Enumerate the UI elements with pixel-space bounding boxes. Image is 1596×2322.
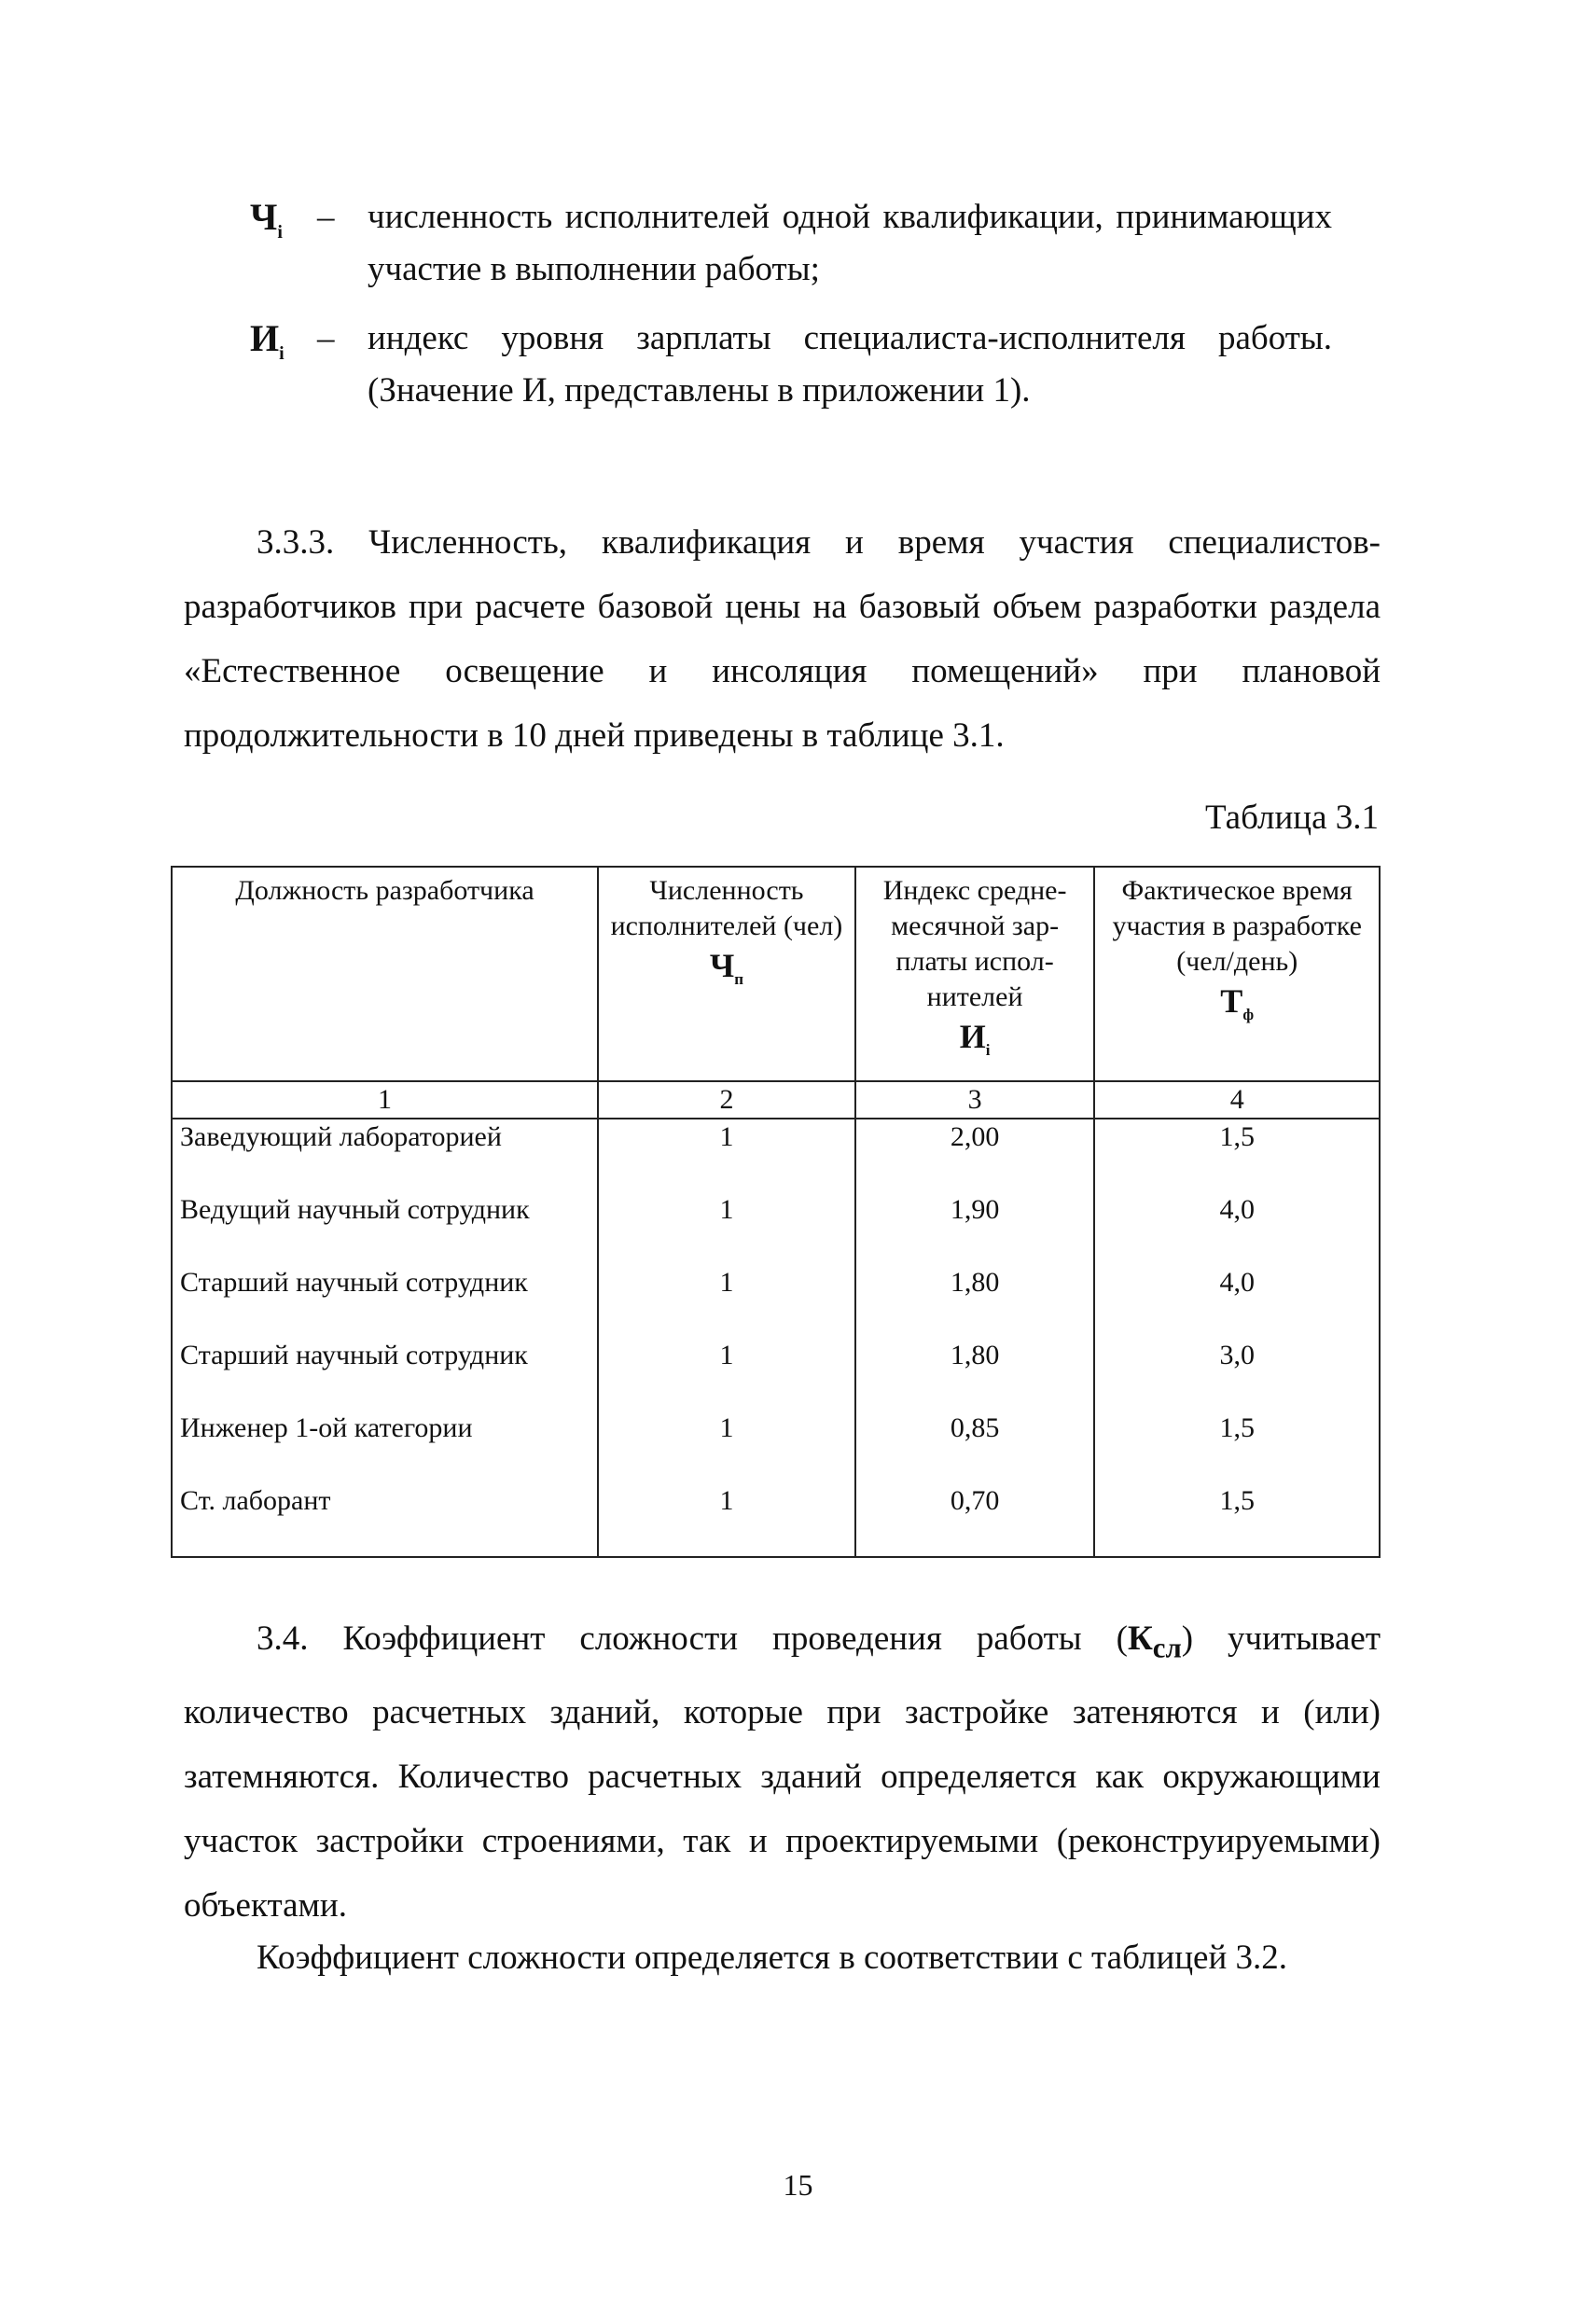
header-actual-time: Фактическое время участия в разработке (чел/день) $Т_ф$ xyxy=(1094,867,1380,1081)
table-row xyxy=(172,1483,1380,1557)
cell-position: Заведующий лабораторией xyxy=(172,1119,598,1192)
definition-item xyxy=(250,191,1332,296)
column-number: 4 xyxy=(1094,1081,1380,1119)
definition-symbol: $Ч_i$ xyxy=(250,196,283,243)
column-number: 3 xyxy=(855,1081,1095,1119)
cell-actual-time: 3,0 xyxy=(1094,1338,1380,1411)
cell-actual-time: 4,0 xyxy=(1094,1192,1380,1265)
table-caption: Таблица 3.1 xyxy=(1205,799,1379,837)
cell-actual-time: 1,5 xyxy=(1094,1411,1380,1483)
cell-salary-index: 0,70 xyxy=(855,1483,1095,1557)
definition-text: индекс уровня зарплаты специалиста-исполнителя работы. (Значение И, представлены в приложении 1). xyxy=(368,319,1332,410)
definition-dash: – xyxy=(317,198,335,236)
cell-headcount: 1 xyxy=(598,1192,855,1265)
header-position: Должность разработчика xyxy=(172,867,598,1081)
paragraph-complexity-reference: Коэффициент сложности определяется в соответствии с таблицей 3.2. xyxy=(257,1939,1288,1977)
table-row xyxy=(172,1338,1380,1411)
table-header-row xyxy=(172,867,1380,1081)
symbol-definitions xyxy=(250,191,1332,434)
cell-position: Инженер 1-ой категории xyxy=(172,1411,598,1483)
cell-salary-index: 1,90 xyxy=(855,1192,1095,1265)
cell-salary-index: 1,80 xyxy=(855,1265,1095,1338)
cell-actual-time: 1,5 xyxy=(1094,1483,1380,1557)
table-row xyxy=(172,1411,1380,1483)
cell-salary-index: 0,85 xyxy=(855,1411,1095,1483)
header-symbol: $И_i$ xyxy=(959,1018,991,1060)
page-number: 15 xyxy=(783,2168,813,2202)
cell-headcount: 1 xyxy=(598,1119,855,1192)
definition-text: численность исполнителей одной квалификации, принимающих участие в выполнении работы; xyxy=(368,198,1332,288)
coefficient-symbol: $К_{сл}$ xyxy=(1127,1620,1182,1664)
column-number: 2 xyxy=(598,1081,855,1119)
definition-symbol: $И_i$ xyxy=(250,317,285,364)
definition-item xyxy=(250,313,1332,417)
definition-dash: – xyxy=(317,319,335,357)
cell-position: Ведущий научный сотрудник xyxy=(172,1192,598,1265)
cell-headcount: 1 xyxy=(598,1411,855,1483)
paragraph-3-4: 3.4. Коэффициент сложности проведения работы $(К_{сл})$ учитывает количество расчетных зданий, которые при застройке затеняются и (или) затемняются. Количество расчетных зданий определяется как окружающими участок застройки строениями, так и проектируемыми (реконструируемыми) объектами. xyxy=(184,1620,1381,1926)
cell-headcount: 1 xyxy=(598,1338,855,1411)
cell-salary-index: 2,00 xyxy=(855,1119,1095,1192)
cell-actual-time: 4,0 xyxy=(1094,1265,1380,1338)
header-salary-index: Индекс средне-месячной зар-платы испол-нителей $И_i$ xyxy=(855,867,1095,1081)
column-number: 1 xyxy=(172,1081,598,1119)
header-symbol: $Т_ф$ xyxy=(1220,982,1255,1024)
cell-position: Старший научный сотрудник xyxy=(172,1338,598,1411)
cell-salary-index: 1,80 xyxy=(855,1338,1095,1411)
table-row xyxy=(172,1119,1380,1192)
table-row xyxy=(172,1265,1380,1338)
cell-position: Старший научный сотрудник xyxy=(172,1265,598,1338)
header-headcount: Численность исполнителей (чел) $Ч_п$ xyxy=(598,867,855,1081)
paragraph-3-3-3: 3.3.3. Численность, квалификация и время участия специалистов-разработчиков при расчете базовой цены на базовый объем разработки раздела «Естественное освещение и инсоляция помещений» при плановой продолжительности в 10 дней приведены в таблице 3.1. xyxy=(184,523,1381,755)
cell-headcount: 1 xyxy=(598,1483,855,1557)
header-symbol: $Ч_п$ xyxy=(709,947,744,989)
cell-headcount: 1 xyxy=(598,1265,855,1338)
table-row xyxy=(172,1192,1380,1265)
cell-actual-time: 1,5 xyxy=(1094,1119,1380,1192)
column-number-row xyxy=(172,1081,1380,1119)
cell-position: Ст. лаборант xyxy=(172,1483,598,1557)
staffing-table xyxy=(171,866,1381,1558)
